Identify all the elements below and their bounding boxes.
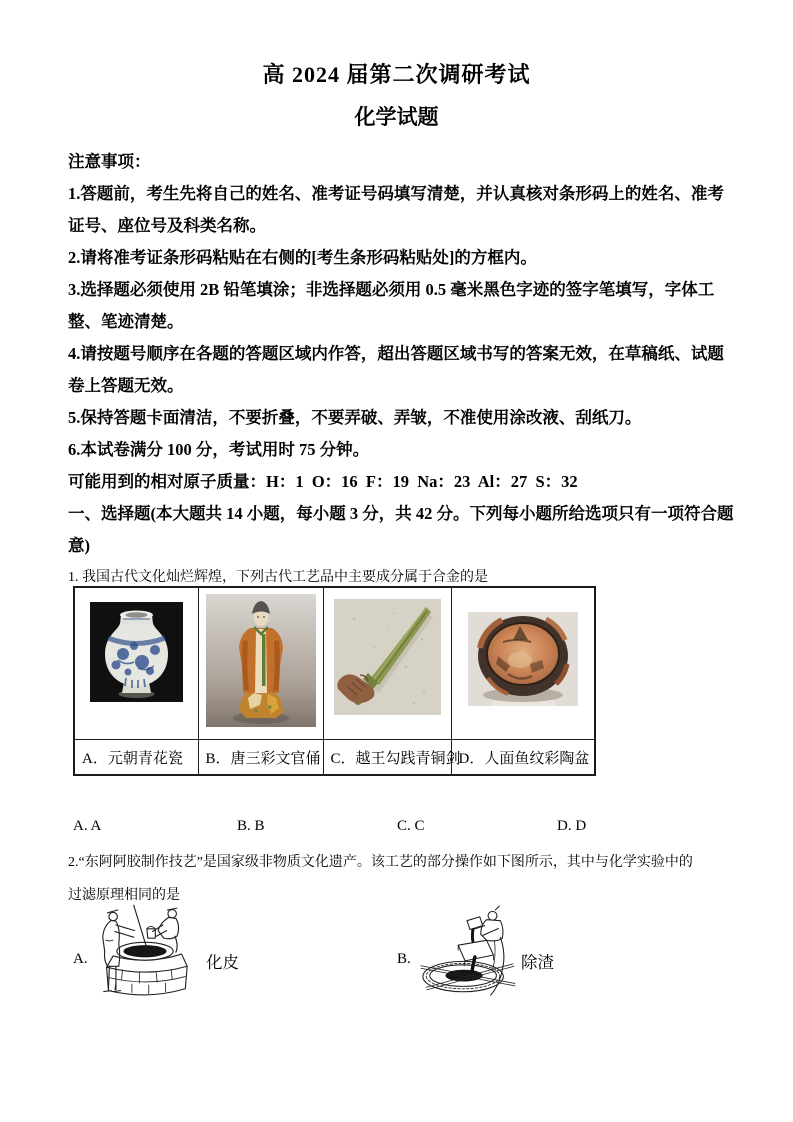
section-one-heading-b: 意) — [68, 536, 90, 555]
notice-line-4b: 卷上答题无效。 — [68, 376, 184, 395]
bronze-sword-image — [334, 599, 441, 715]
artifact-label-a: A．元朝青花瓷 — [74, 740, 198, 776]
notice-line-6: 6.本试卷满分 100 分，考试用时 75 分钟。 — [68, 440, 370, 459]
notice-heading: 注意事项： — [68, 152, 151, 171]
question1-option-b: B. B — [237, 818, 265, 834]
artifact-label-b: B．唐三彩文官俑 — [198, 740, 323, 776]
residue-straining-illustration — [418, 905, 518, 1005]
painted-pottery-basin-image — [468, 612, 578, 706]
question2-line-1: 2.“东阿阿胶制作技艺”是国家级非物质文化遗产。该工艺的部分操作如下图所示，其中与化学实验中的 — [68, 855, 693, 870]
notice-line-5: 5.保持答题卡面清洁，不要折叠，不要弄破、弄皱，不准使用涂改液、刮纸刀。 — [68, 408, 642, 427]
tang-sancai-figurine-image — [206, 594, 316, 727]
artifact-cell-b — [198, 587, 323, 740]
question2-figure-a-label: A. — [73, 951, 88, 967]
artifact-label-c: C．越王勾践青铜剑 — [323, 740, 451, 776]
question1-stem: 1. 我国古代文化灿烂辉煌，下列古代工艺品中主要成分属于合金的是 — [68, 570, 488, 585]
section-one-heading-a: 一、选择题(本大题共 14 小题，每小题 3 分，共 42 分。下列每小题所给选项只有一项符合题 — [68, 504, 734, 523]
page-title: 高 2024 届第二次调研考试 — [262, 62, 531, 87]
notice-line-4a: 4.请按题号顺序在各题的答题区域内作答，超出答题区域书写的答案无效，在草稿纸、试题 — [68, 344, 724, 363]
question2-figure-a-caption: 化皮 — [206, 953, 239, 972]
notice-line-2: 2.请将准考证条形码粘贴在右侧的[考生条形码粘贴处]的方框内。 — [68, 248, 537, 267]
blue-white-porcelain-jar-image — [90, 602, 183, 702]
notice-line-1a: 1.答题前，考生先将自己的姓名、准考证号码填写清楚，并认真核对条形码上的姓名、准考 — [68, 184, 724, 203]
question1-option-a: A. A — [73, 818, 102, 834]
question1-option-c: C. C — [397, 818, 425, 834]
notice-line-3a: 3.选择题必须使用 2B 铅笔填涂；非选择题必须用 0.5 毫米黑色字迹的签字笔填写，字体工 — [68, 280, 715, 299]
notice-line-1b: 证号、座位号及科类名称。 — [68, 216, 266, 235]
question2-figure-b-caption: 除渣 — [521, 953, 554, 972]
question2-figure-b-label: B. — [397, 951, 411, 967]
atomic-mass-line: 可能用到的相对原子质量：H：1 O：16 F：19 Na：23 Al：27 S：32 — [68, 472, 578, 491]
artifact-cell-c — [323, 587, 451, 740]
melting-hide-cauldron-illustration — [85, 900, 205, 1010]
artifact-table — [73, 586, 596, 776]
artifact-cell-d — [451, 587, 595, 740]
page-subtitle: 化学试题 — [354, 105, 439, 129]
artifact-label-d: D．人面鱼纹彩陶盆 — [451, 740, 595, 776]
notice-line-3b: 整、笔迹清楚。 — [68, 312, 184, 331]
question1-option-d: D. D — [557, 818, 587, 834]
question2-line-2: 过滤原理相同的是 — [68, 888, 180, 903]
notice-section — [68, 146, 734, 594]
artifact-cell-a — [74, 587, 198, 740]
